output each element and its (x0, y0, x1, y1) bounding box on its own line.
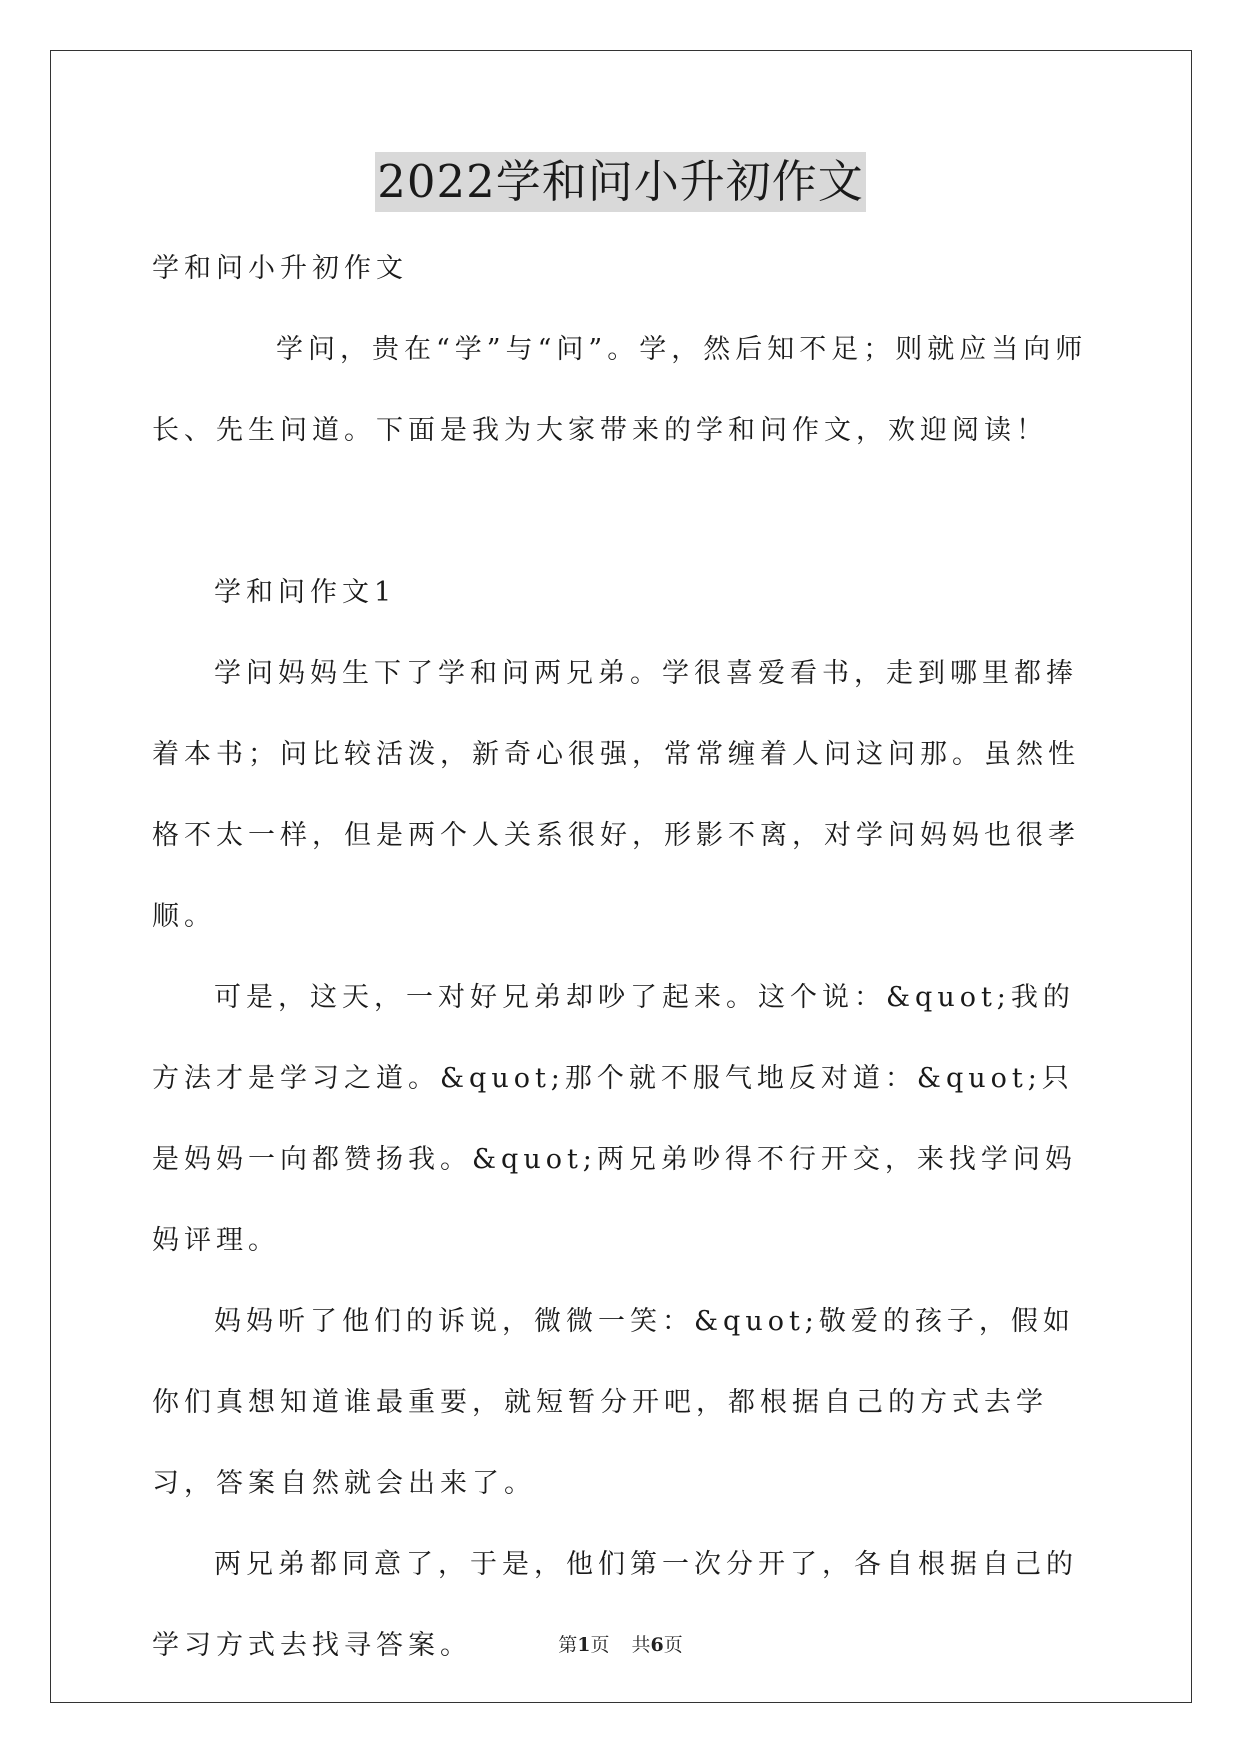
page-suffix: 页 (590, 1634, 610, 1656)
section-heading: 学和问作文1 (214, 577, 397, 608)
page-footer (0, 1630, 1241, 1657)
title-container (0, 152, 1241, 212)
total-page-number: 6 (650, 1634, 664, 1656)
document-title: 2022学和问小升初作文 (375, 152, 866, 212)
blank-line (152, 471, 1092, 552)
total-suffix: 页 (663, 1634, 683, 1656)
intro-paragraph: 学问，贵在“学”与“问”。学，然后知不足；则就应当向师长、先生问道。下面是我为大家带来的学和问作文，欢迎阅读！ (152, 334, 1088, 446)
document-body (152, 228, 1092, 1686)
total-prefix: 共 (631, 1634, 651, 1656)
page-prefix: 第 (558, 1634, 578, 1656)
body-paragraph: 妈妈听了他们的诉说，微微一笑：&quot;敬爱的孩子，假如你们真想知道谁最重要，就短暂分开吧，都根据自己的方式去学习，答案自然就会出来了。 (152, 1306, 1075, 1499)
body-paragraph: 学问妈妈生下了学和问两兄弟。学很喜爱看书，走到哪里都捧着本书；问比较活泼，新奇心很强，常常缠着人问这问那。虽然性格不太一样，但是两个人关系很好，形影不离，对学问妈妈也很孝顺。 (152, 658, 1080, 932)
document-subtitle: 学和问小升初作文 (152, 253, 408, 284)
current-page-number: 1 (577, 1634, 591, 1656)
body-paragraph: 两兄弟都同意了，于是，他们第一次分开了，各自根据自己的学习方式去找寻答案。 (152, 1549, 1078, 1661)
body-paragraph: 可是，这天，一对好兄弟却吵了起来。这个说：&quot;我的方法才是学习之道。&quot;那个就不服气地反对道：&quot;只是妈妈一向都赞扬我。&quot;两兄弟吵得不行开交，来找学问妈妈评理。 (152, 982, 1077, 1256)
